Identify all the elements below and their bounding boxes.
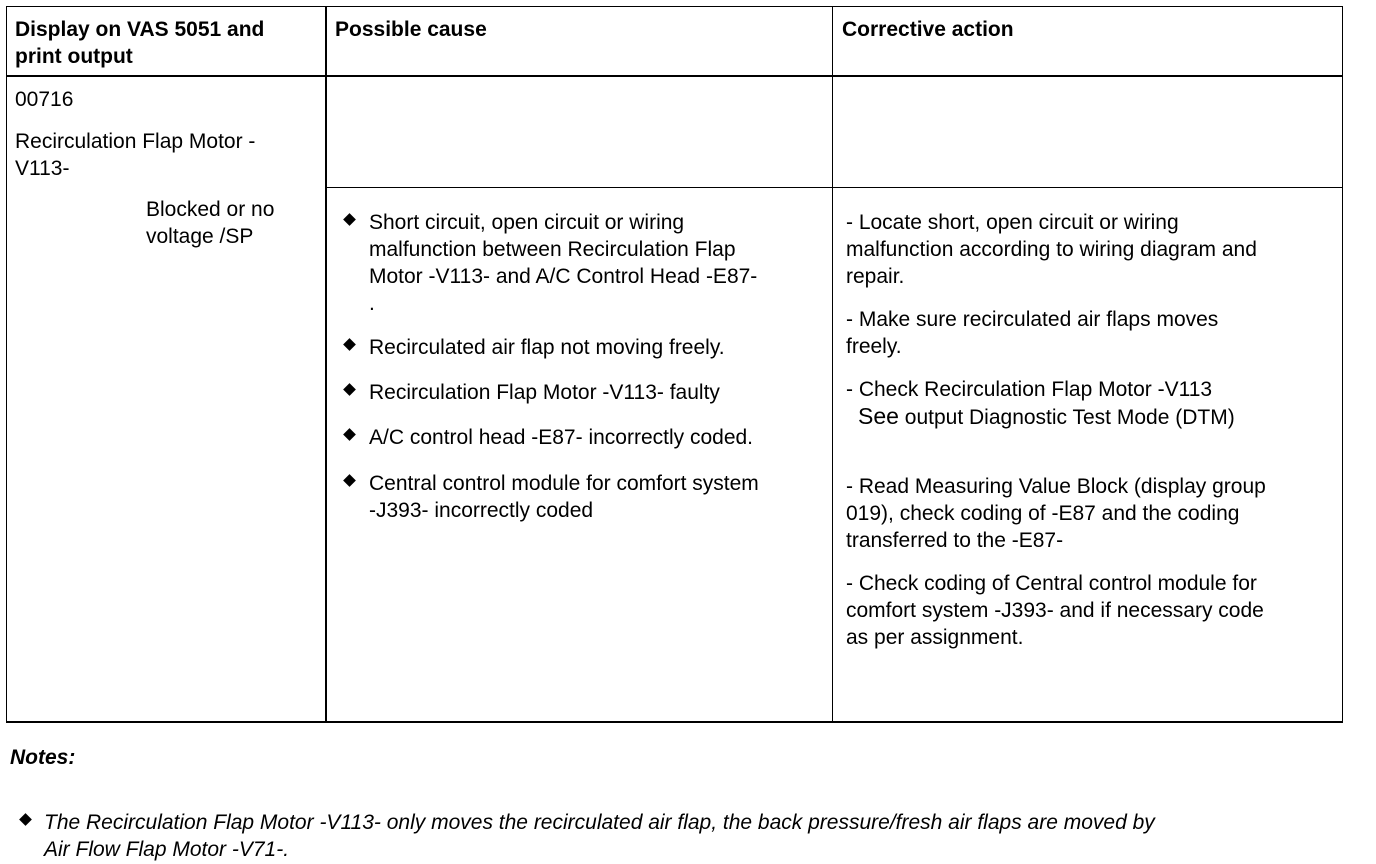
- see-reference[interactable]: [846, 403, 1235, 431]
- component-line-2: V113-: [15, 157, 70, 180]
- action-list: [846, 0, 1340, 720]
- cause-item-4: A/C control head -E87- incorrectly coded.: [369, 426, 754, 449]
- table-border-right: [1342, 6, 1343, 723]
- note-line-1: The Recirculation Flap Motor -V113- only moves the recirculated air flap, the back pressure/fresh air flaps are moved by: [44, 811, 1155, 834]
- cause-item-3: Recirculation Flap Motor -V113- faulty: [369, 381, 720, 404]
- action-item-5: [846, 570, 1264, 651]
- cause-item-5: [369, 470, 759, 524]
- action-4-line-2: 019), check coding of -E87 and the coding: [846, 502, 1240, 525]
- table-border-left: [6, 6, 7, 723]
- cause-1-line-1: Short circuit, open circuit or wiring: [369, 211, 685, 234]
- action-item-4: [846, 473, 1266, 554]
- cause-item-1: [369, 209, 757, 317]
- column-divider-2: [832, 6, 833, 723]
- action-item-3: [846, 376, 1235, 431]
- action-4-line-1: - Read Measuring Value Block (display group: [846, 475, 1266, 498]
- cause-1-line-3: Motor -V113- and A/C Control Head -E87-: [369, 265, 758, 288]
- column-divider-1: [325, 6, 327, 723]
- action-4-line-3: transferred to the -E87-: [846, 529, 1064, 552]
- fault-condition: [146, 196, 274, 250]
- component-line-1: Recirculation Flap Motor -: [15, 130, 256, 153]
- action-item-2: [846, 306, 1218, 360]
- bullet-icon: [343, 428, 356, 441]
- cause-5-line-1: Central control module for comfort system: [369, 472, 759, 495]
- action-5-line-3: as per assignment.: [846, 626, 1024, 649]
- bullet-icon: [343, 383, 356, 396]
- action-item-1: [846, 209, 1257, 290]
- condition-line-1: Blocked or no: [146, 198, 275, 221]
- fault-code: 00716: [15, 88, 74, 111]
- cause-1-line-4: .: [369, 292, 375, 315]
- header-display-output: [15, 16, 264, 70]
- cause-5-line-2: -J393- incorrectly coded: [369, 499, 594, 522]
- action-1-line-1: - Locate short, open circuit or wiring: [846, 211, 1179, 234]
- see-link-target[interactable]: output Diagnostic Test Mode (DTM): [904, 406, 1235, 429]
- component-name: [15, 128, 255, 182]
- action-2-line-2: freely.: [846, 335, 902, 358]
- cause-item-2: Recirculated air flap not moving freely.: [369, 336, 725, 359]
- condition-line-2: voltage /SP: [146, 225, 254, 248]
- header-corrective-action: Corrective action: [842, 18, 1014, 41]
- header-display-line-2: print output: [15, 45, 133, 68]
- notes-heading: Notes:: [10, 746, 76, 769]
- action-1-line-3: repair.: [846, 265, 905, 288]
- table-border-bottom: [6, 721, 1343, 723]
- note-line-2: Air Flow Flap Motor -V71-.: [44, 838, 290, 861]
- action-5-line-2: comfort system -J393- and if necessary code: [846, 599, 1264, 622]
- bullet-icon: [343, 213, 356, 226]
- note-item: [44, 809, 1155, 863]
- action-2-line-1: - Make sure recirculated air flaps moves: [846, 308, 1219, 331]
- cause-1-line-2: malfunction between Recirculation Flap: [369, 238, 736, 261]
- bullet-icon: [343, 474, 356, 487]
- see-link[interactable]: See: [858, 403, 899, 429]
- header-display-line-1: Display on VAS 5051 and: [15, 18, 265, 41]
- action-1-line-2: malfunction according to wiring diagram and: [846, 238, 1257, 261]
- bullet-icon: [19, 813, 32, 826]
- cause-list: [340, 0, 830, 720]
- bullet-icon: [343, 338, 356, 351]
- header-possible-cause: Possible cause: [335, 18, 487, 41]
- action-3-line-1: - Check Recirculation Flap Motor -V113: [846, 378, 1213, 401]
- action-5-line-1: - Check coding of Central control module for: [846, 572, 1257, 595]
